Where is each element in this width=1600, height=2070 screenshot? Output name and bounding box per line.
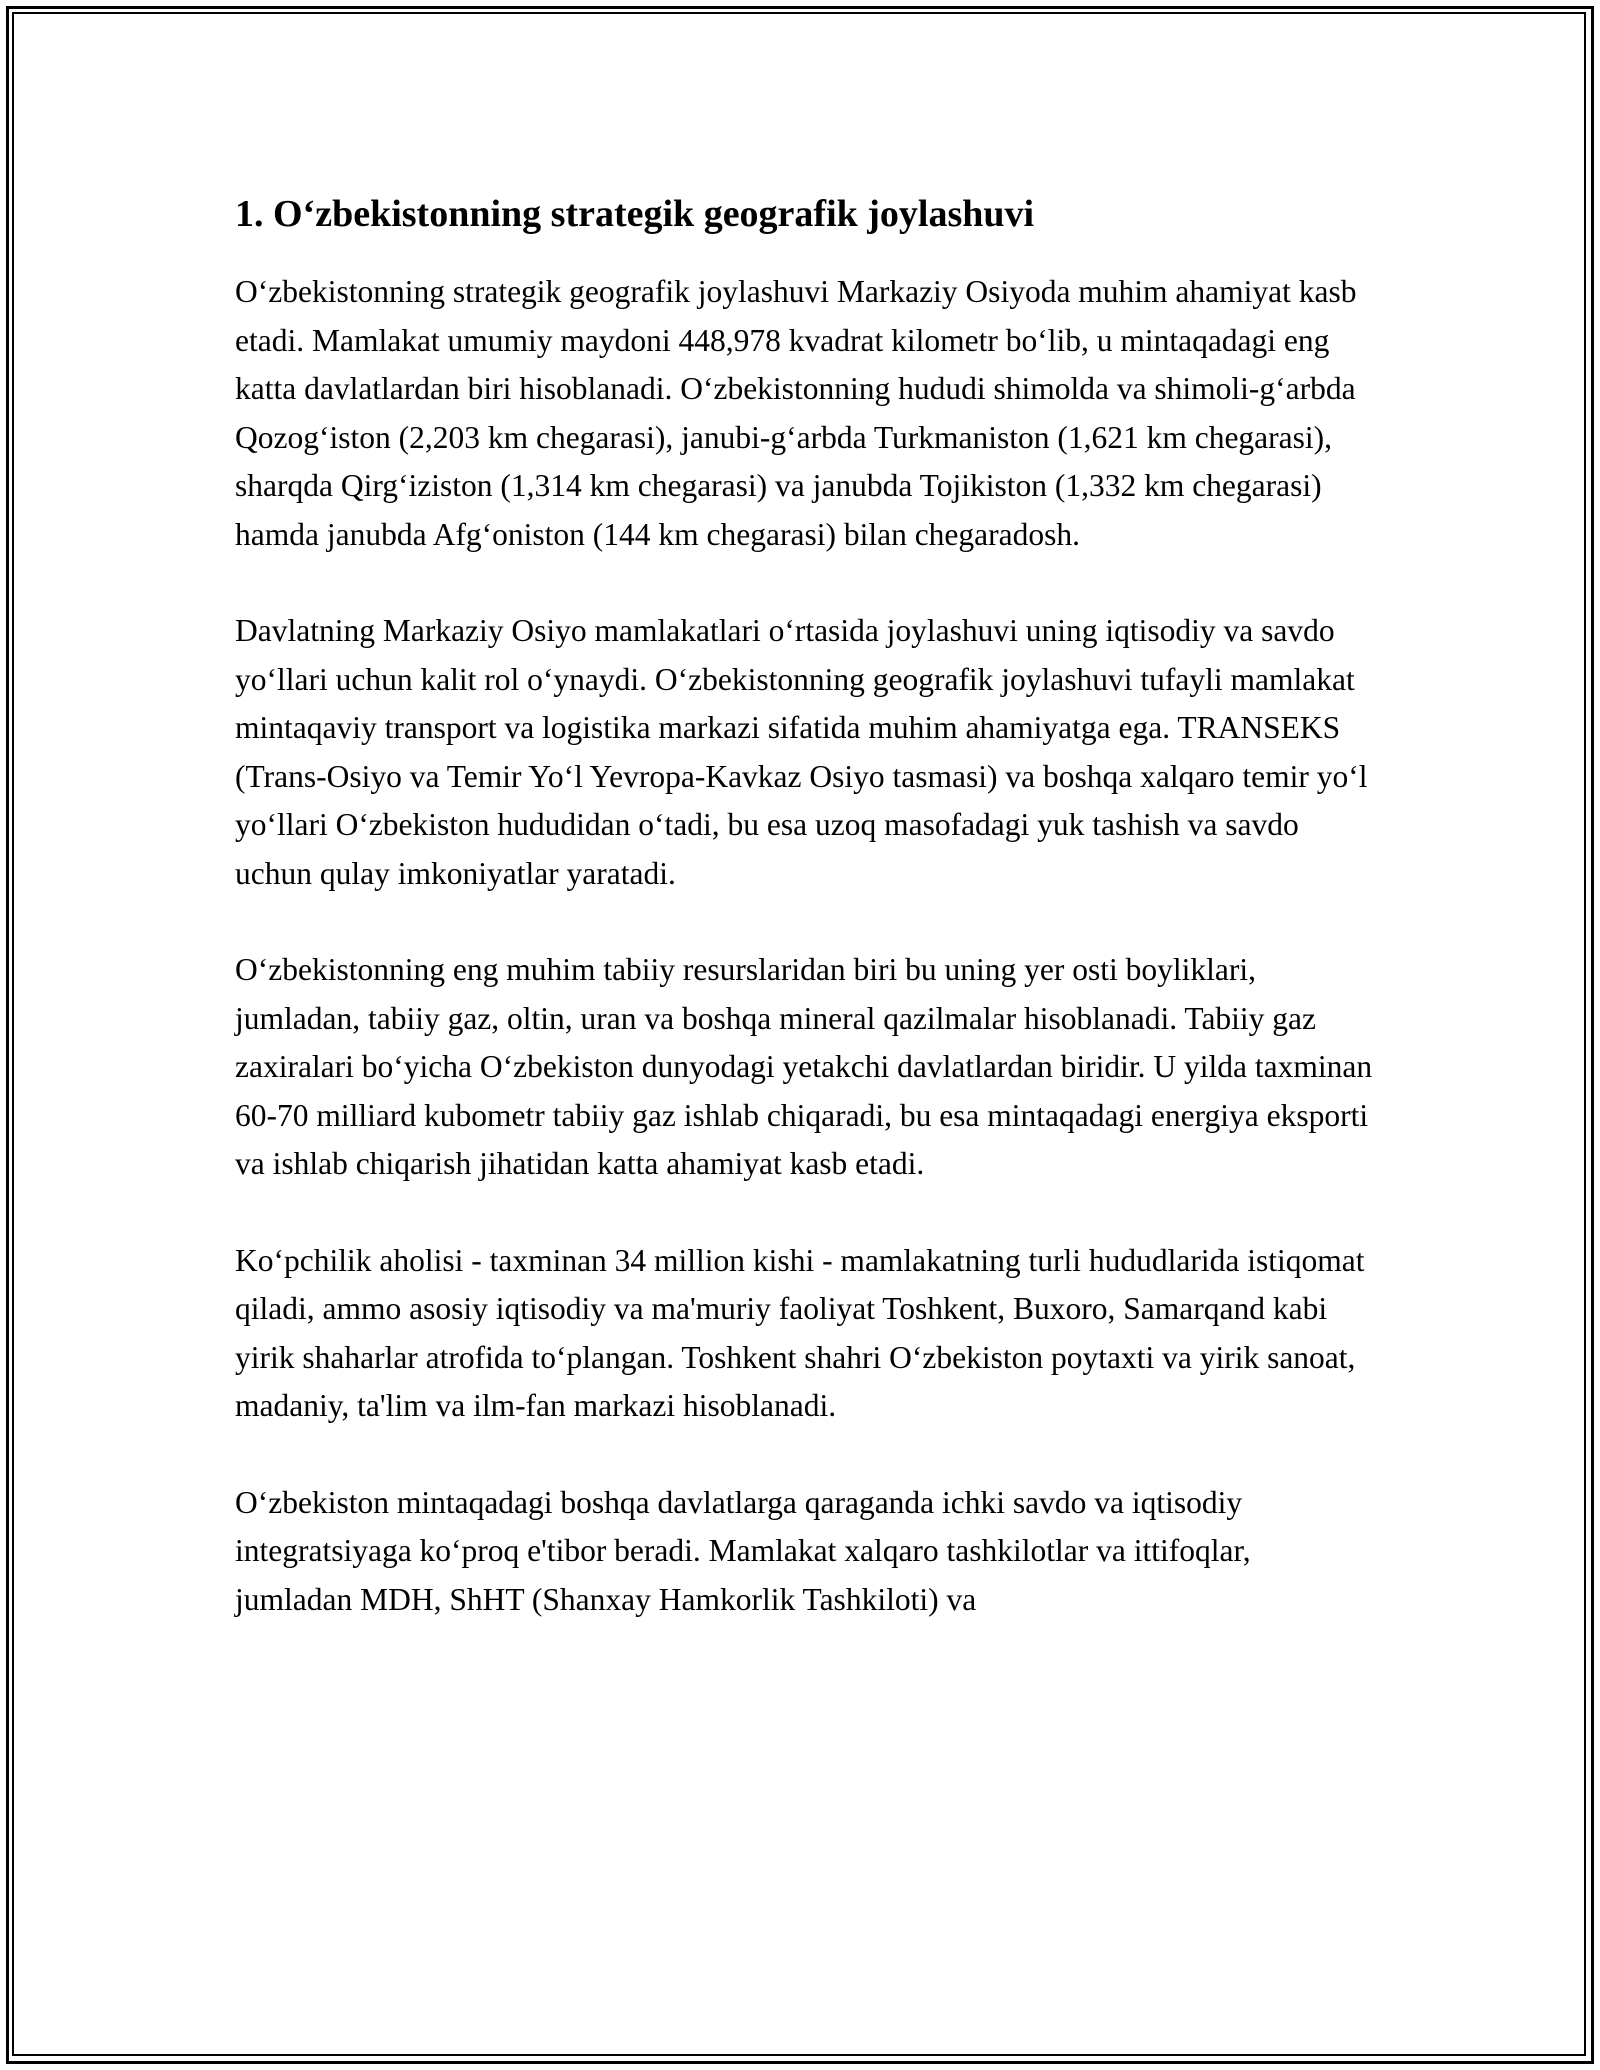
paragraph-integration: O‘zbekiston mintaqadagi boshqa davlatlarga qaraganda ichki savdo va iqtisodiy integratsiyaga ko‘proq e'tibor beradi. Mamlakat xalqaro tashkilotlar va ittifoqlar, jumladan MDH, ShHT (Shanxay Hamkorlik Tashkiloti) va	[235, 1484, 1251, 1617]
paragraph-transport: Davlatning Markaziy Osiyo mamlakatlari o‘rtasida joylashuvi uning iqtisodiy va savdo yo‘llari uchun kalit rol o‘ynaydi. O‘zbekistonning geografik joylashuvi tufayli mamlakat mintaqaviy transport va logistika markazi sifatida muhim ahamiyatga ega. TRANSEKS (Trans-Osiyo va Temir Yo‘l Yevropa-Kavkaz Osiyo tasmasi) va boshqa xalqaro temir yo‘l yo‘llari O‘zbekiston hududidan o‘tadi, bu esa uzoq masofadagi yuk tashish va savdo uchun qulay imkoniyatlar yaratadi.	[235, 613, 1368, 891]
document-body	[235, 188, 1375, 1672]
paragraph-resources: O‘zbekistonning eng muhim tabiiy resurslaridan biri bu uning yer osti boyliklari, jumladan, tabiiy gaz, oltin, uran va boshqa mineral qazilmalar hisoblanadi. Tabiiy gaz zaxiralari bo‘yicha O‘zbekiston dunyodagi yetakchi davlatlardan biridir. U yilda taxminan 60-70 milliard kubometr tabiiy gaz ishlab chiqaradi, bu esa mintaqadagi energiya eksporti va ishlab chiqarish jihatidan katta ahamiyat kasb etadi.	[235, 952, 1373, 1181]
paragraph-geography: O‘zbekistonning strategik geografik joylashuvi Markaziy Osiyoda muhim ahamiyat kasb etadi. Mamlakat umumiy maydoni 448,978 kvadrat kilometr bo‘lib, u mintaqadagi eng katta davlatlardan biri hisoblanadi. O‘zbekistonning hududi shimolda va shimoli-g‘arbda Qozog‘iston (2,203 km chegarasi), janubi-g‘arbda Turkmaniston (1,621 km chegarasi), sharqda Qirg‘iziston (1,314 km chegarasi) va janubda Tojikiston (1,332 km chegarasi) hamda janubda Afg‘oniston (144 km chegarasi) bilan chegaradosh.	[235, 274, 1357, 552]
paragraph-population: Ko‘pchilik aholisi - taxminan 34 million kishi - mamlakatning turli hududlarida istiqomat qiladi, ammo asosiy iqtisodiy va ma'muriy faoliyat Toshkent, Buxoro, Samarqand kabi yirik shaharlar atrofida to‘plangan. Toshkent shahri O‘zbekiston poytaxti va yirik sanoat, madaniy, ta'lim va ilm-fan markazi hisoblanadi.	[235, 1242, 1365, 1423]
section-heading: 1. O‘zbekistonning strategik geografik joylashuvi	[235, 193, 1035, 235]
